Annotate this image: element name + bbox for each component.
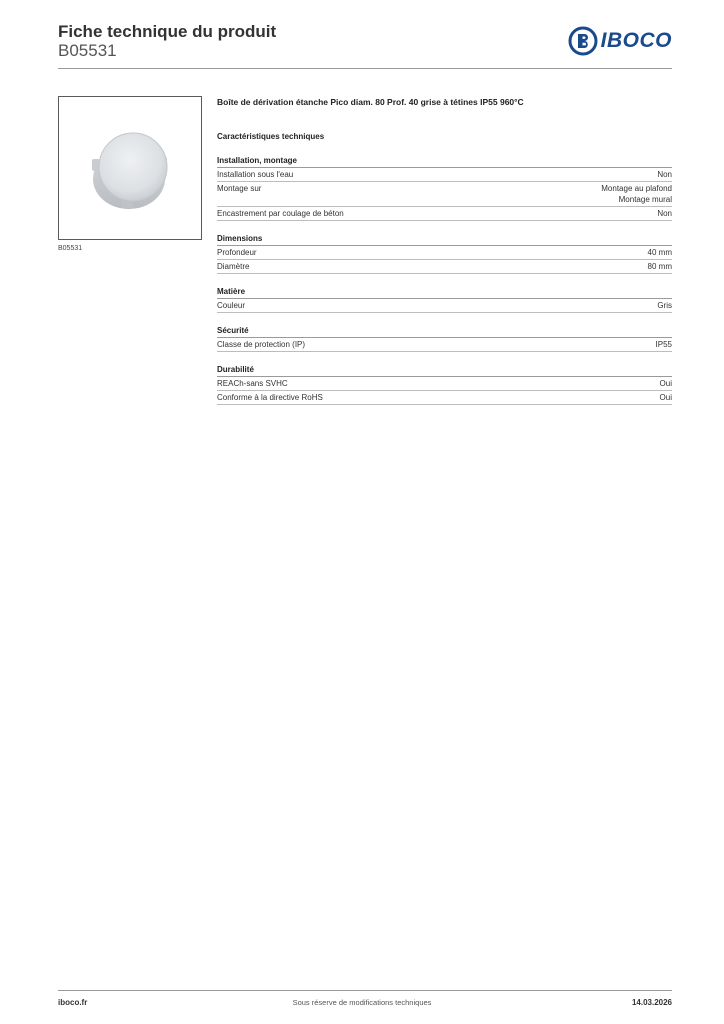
page-title: Fiche technique du produit bbox=[58, 22, 277, 41]
spec-row bbox=[217, 260, 672, 274]
product-reference: B05531 bbox=[58, 41, 117, 60]
spec-section bbox=[217, 154, 672, 221]
spec-section bbox=[217, 363, 672, 405]
section-title: Sécurité bbox=[217, 324, 672, 338]
spec-value bbox=[656, 339, 672, 350]
footer-date: 14.03.2026 bbox=[631, 998, 672, 1007]
spec-content bbox=[217, 96, 672, 405]
spec-section bbox=[217, 324, 672, 352]
section-title: Matière bbox=[217, 285, 672, 299]
spec-row bbox=[217, 207, 672, 221]
spec-value bbox=[660, 378, 672, 389]
spec-sections bbox=[217, 154, 672, 405]
spec-row bbox=[217, 168, 672, 182]
spec-label: Encastrement par coulage de béton bbox=[217, 209, 344, 218]
brand-name: IBOCO bbox=[600, 29, 672, 52]
spec-value bbox=[657, 208, 672, 219]
footer-divider bbox=[58, 990, 672, 991]
spec-label: Diamètre bbox=[217, 262, 250, 271]
spec-value-line: Non bbox=[657, 209, 672, 218]
spec-value bbox=[601, 183, 672, 205]
header-divider bbox=[58, 68, 672, 69]
spec-value-line: Oui bbox=[659, 379, 672, 388]
footer-notice: Sous réserve de modifications techniques bbox=[292, 998, 432, 1007]
product-image bbox=[58, 96, 202, 240]
spec-value bbox=[648, 261, 672, 272]
spec-value-line: IP55 bbox=[655, 340, 672, 349]
spec-label: REACh-sans SVHC bbox=[217, 379, 288, 388]
spec-value-line: Oui bbox=[659, 393, 672, 402]
spec-section bbox=[217, 232, 672, 274]
spec-label: Installation sous l'eau bbox=[217, 170, 294, 179]
image-caption: B05531 bbox=[58, 245, 83, 252]
section-title: Installation, montage bbox=[217, 154, 672, 168]
spec-value bbox=[657, 300, 672, 311]
spec-section bbox=[217, 285, 672, 313]
tech-heading: Caractéristiques techniques bbox=[217, 132, 325, 141]
spec-value bbox=[660, 392, 672, 403]
page-header bbox=[58, 20, 672, 68]
spec-label: Montage sur bbox=[217, 184, 262, 193]
spec-label: Classe de protection (IP) bbox=[217, 340, 306, 349]
spec-value bbox=[648, 247, 672, 258]
spec-value-line: Non bbox=[657, 170, 672, 179]
spec-label: Couleur bbox=[217, 301, 246, 310]
spec-value bbox=[657, 169, 672, 180]
spec-label: Profondeur bbox=[217, 248, 257, 257]
spec-value-line: Gris bbox=[657, 301, 672, 310]
footer-website: iboco.fr bbox=[58, 998, 88, 1007]
spec-row bbox=[217, 246, 672, 260]
brand-logo bbox=[568, 26, 672, 56]
section-title: Dimensions bbox=[217, 232, 672, 246]
spec-value-line: 40 mm bbox=[647, 248, 672, 257]
product-name: Boîte de dérivation étanche Pico diam. 80 Prof. 40 grise à tétines IP55 960°C bbox=[217, 97, 524, 107]
spec-row bbox=[217, 391, 672, 405]
junction-box-picture bbox=[59, 97, 201, 239]
spec-row bbox=[217, 299, 672, 313]
spec-value-line: Montage au plafond bbox=[601, 184, 672, 193]
iboco-emblem-icon bbox=[568, 26, 598, 56]
spec-label: Conforme à la directive RoHS bbox=[217, 393, 323, 402]
section-title: Durabilité bbox=[217, 363, 672, 377]
spec-row bbox=[217, 338, 672, 352]
spec-value-line: 80 mm bbox=[647, 262, 672, 271]
spec-row bbox=[217, 377, 672, 391]
spec-row bbox=[217, 182, 672, 207]
spec-value-line: Montage mural bbox=[618, 195, 672, 204]
